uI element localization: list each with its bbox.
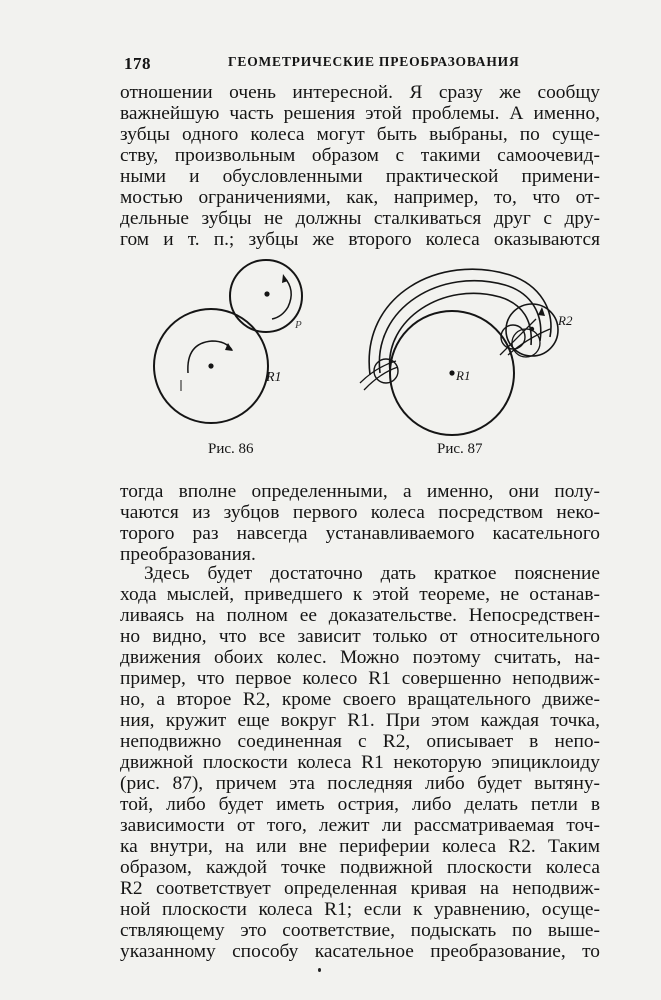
text-line: ливаясь на полном ее доказательстве. Непосредствен- (120, 605, 600, 626)
text-line: но видно, что все зависит только от относительного (120, 626, 600, 647)
text-line: ными и обусловленными практической примени- (120, 166, 600, 187)
fig86-label-p: P (295, 319, 302, 331)
fig86-label-r1: R1 (266, 370, 282, 385)
text-line: ствляющему это соответствие, подыскать по выше- (120, 920, 600, 941)
text-line: мостью ограничениями, как, например, то, что от- (120, 187, 600, 208)
fig86-caption: Рис. 86 (208, 441, 254, 457)
page-number: 178 (124, 54, 151, 73)
text-line: важнейшую часть решения этой проблемы. А именно, (120, 103, 600, 124)
page-header (0, 0, 661, 80)
text-line: неподвижно соединенная с R2, описывает в непо- (120, 731, 600, 752)
fig87-label-r2: R2 (558, 313, 573, 328)
text-line: преобразования. (120, 544, 256, 565)
printer-mark (318, 968, 321, 972)
text-line: (рис. 87), причем эта последняя либо будет вытяну- (120, 773, 600, 794)
text-line: зубцы одного колеса могут быть выбраны, по суще- (120, 124, 600, 145)
text-line: хода мыслей, приведшего к этой теореме, не останав- (120, 584, 600, 605)
text-line: ству, произвольным образом с такими самоочевид- (120, 145, 600, 166)
text-line: дельные зубцы не должны сталкиваться друг с дру- (120, 208, 600, 229)
text-line: но, а второе R2, кроме своего вращательного движе- (120, 689, 600, 710)
text-line: торого раз навсегда устанавливаемого касательного (120, 523, 600, 544)
running-head: ГЕОМЕТРИЧЕСКИЕ ПРЕОБРАЗОВАНИЯ (228, 54, 520, 69)
text-line: чаются из зубцов первого колеса посредством неко- (120, 502, 600, 523)
text-line: образом, каждой точке подвижной плоскости колеса (120, 857, 600, 878)
fig87-label-r1: R1 (456, 368, 471, 383)
text-line: гом и т. п.; зубцы же второго колеса оказываются (120, 229, 600, 250)
text-line: Здесь будет достаточно дать краткое пояснение (144, 563, 600, 584)
fig87-caption: Рис. 87 (437, 441, 483, 457)
text-line: пример, что первое колесо R1 совершенно неподвиж- (120, 668, 600, 689)
text-line: тогда вполне определенными, а именно, они полу- (120, 481, 600, 502)
figure-87 (350, 255, 590, 440)
figure-86 (150, 255, 320, 435)
text-line: ка внутри, на или вне периферии колеса R2. Таким (120, 836, 600, 857)
text-line: движной плоскости колеса R1 некоторую эпициклоиду (120, 752, 600, 773)
text-line: отношении очень интересной. Я сразу же сообщу (120, 82, 600, 103)
text-line: движения обоих колес. Можно поэтому считать, на- (120, 647, 600, 668)
text-line: той, либо будет иметь острия, либо делать петли в (120, 794, 600, 815)
text-line: указанному способу касательное преобразование, то (120, 941, 600, 962)
text-line: ния, кружит еще вокруг R1. При этом каждая точка, (120, 710, 600, 731)
text-line: зависимости от того, лежит ли рассматриваемая точ- (120, 815, 600, 836)
text-line: ной плоскости колеса R1; если к уравнению, осуще- (120, 899, 600, 920)
text-line: R2 соответствует определенная кривая на неподвиж- (120, 878, 600, 899)
